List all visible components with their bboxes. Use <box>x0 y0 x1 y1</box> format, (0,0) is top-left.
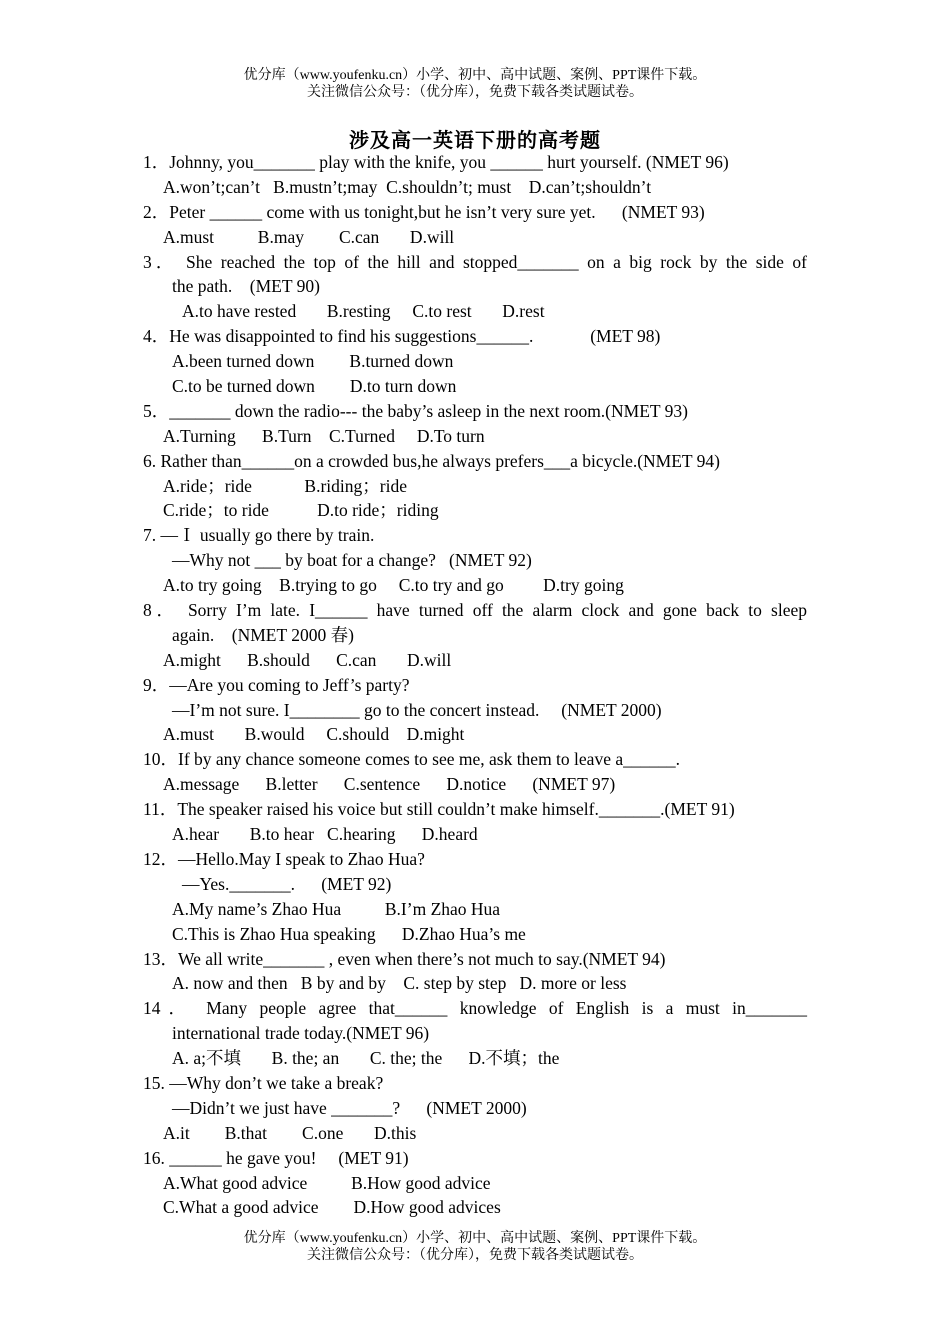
header-line-2: 关注微信公众号：（优分库），免费下载各类试题试卷。 <box>307 85 643 100</box>
question-5: 5．_______ down the radio--- the baby’s asleep in the next room.(NMET 93) <box>143 400 688 421</box>
question-13: 13．We all write_______ , even when there’s not much to say.(NMET 94) <box>143 948 666 969</box>
question-3-options: A.to have rested B.resting C.to rest D.rest <box>182 301 545 322</box>
footer-line-2: 关注微信公众号：（优分库），免费下载各类试题试卷。 <box>307 1248 643 1263</box>
question-10-options: A.message B.letter C.sentence D.notice (NMET 97) <box>163 774 616 795</box>
question-16: 16. ______ he gave you! (MET 91) <box>143 1147 409 1168</box>
question-2: 2．Peter ______ come with us tonight,but he isn’t very sure yet. (NMET 93) <box>143 201 705 222</box>
question-12-options-b: C.This is Zhao Hua speaking D.Zhao Hua’s me <box>172 923 526 944</box>
question-1: 1．Johnny, you_______ play with the knife, you ______ hurt yourself. (NMET 96) <box>143 152 729 172</box>
question-14: 14． Many people agree that______ knowledge of English is a must in_______ <box>143 998 807 1019</box>
question-16-options-b: C.What a good advice D.How good advices <box>163 1197 501 1218</box>
question-1-options: A.won’t;can’t B.mustn’t;may C.shouldn’t; must D.can’t;shouldn’t <box>163 176 652 197</box>
page-title: 涉及高一英语下册的高考题 <box>349 128 601 152</box>
question-4: 4．He was disappointed to find his suggestions______. (MET 98) <box>143 326 661 347</box>
question-7: 7. —Ｉ usually go there by train. <box>143 525 375 546</box>
question-6-options-b: C.ride；to ride D.to ride；riding <box>163 500 439 521</box>
page-header <box>0 67 950 101</box>
question-8-continued: again. (NMET 2000 春) <box>172 624 354 645</box>
footer-line-1: 优分库（www.youfenku.cn）小学、初中、高中试题、案例、PPT课件下载。 <box>243 1231 707 1246</box>
question-9-reply: —I’m not sure. I________ go to the concert instead. (NMET 2000) <box>172 699 662 720</box>
question-3-continued: the path. (MET 90) <box>172 276 320 297</box>
question-2-options: A.must B.may C.can D.will <box>163 226 455 247</box>
question-13-options: A. now and then B by and by C. step by step D. more or less <box>172 973 627 994</box>
question-6-options-a: A.ride；ride B.riding；ride <box>163 475 407 496</box>
question-16-options-a: A.What good advice B.How good advice <box>163 1172 491 1193</box>
question-list <box>143 150 807 1220</box>
question-15: 15. —Why don’t we take a break? <box>143 1072 384 1093</box>
question-9: 9．—Are you coming to Jeff’s party? <box>143 674 410 695</box>
question-12-reply: —Yes._______. (MET 92) <box>182 873 392 894</box>
question-9-options: A.must B.would C.should D.might <box>163 724 465 745</box>
header-line-1: 优分库（www.youfenku.cn）小学、初中、高中试题、案例、PPT课件下载。 <box>243 68 707 83</box>
question-15-options: A.it B.that C.one D.this <box>163 1122 417 1143</box>
question-8-options: A.might B.should C.can D.will <box>163 649 452 670</box>
question-3: 3． She reached the top of the hill and stopped_______ on a big rock by the side of <box>143 251 807 272</box>
question-7-reply: —Why not ___ by boat for a change? (NMET 92) <box>172 550 532 571</box>
page-footer <box>0 1230 950 1264</box>
question-14-options: A. a;不填 B. the; an C. the; the D.不填；the <box>172 1048 560 1069</box>
question-5-options: A.Turning B.Turn C.Turned D.To turn <box>163 425 485 446</box>
question-10: 10．If by any chance someone comes to see me, ask them to leave a______. <box>143 749 680 770</box>
question-11: 11．The speaker raised his voice but still couldn’t make himself._______.(MET 91) <box>143 799 735 820</box>
question-12-options-a: A.My name’s Zhao Hua B.I’m Zhao Hua <box>172 898 501 919</box>
question-4-options-b: C.to be turned down D.to turn down <box>172 376 457 397</box>
question-4-options-a: A.been turned down B.turned down <box>172 351 454 372</box>
question-12: 12．—Hello.May I speak to Zhao Hua? <box>143 848 425 869</box>
question-7-options: A.to try going B.trying to go C.to try and go D.try going <box>163 575 624 596</box>
question-6: 6. Rather than______on a crowded bus,he always prefers___a bicycle.(NMET 94) <box>143 450 721 471</box>
question-11-options: A.hear B.to hear C.hearing D.heard <box>172 824 478 845</box>
question-8: 8． Sorry I’m late. I______ have turned off the alarm clock and gone back to sleep <box>143 600 807 621</box>
question-14-continued: international trade today.(NMET 96) <box>172 1023 430 1044</box>
question-15-reply: —Didn’t we just have _______? (NMET 2000) <box>172 1097 527 1118</box>
